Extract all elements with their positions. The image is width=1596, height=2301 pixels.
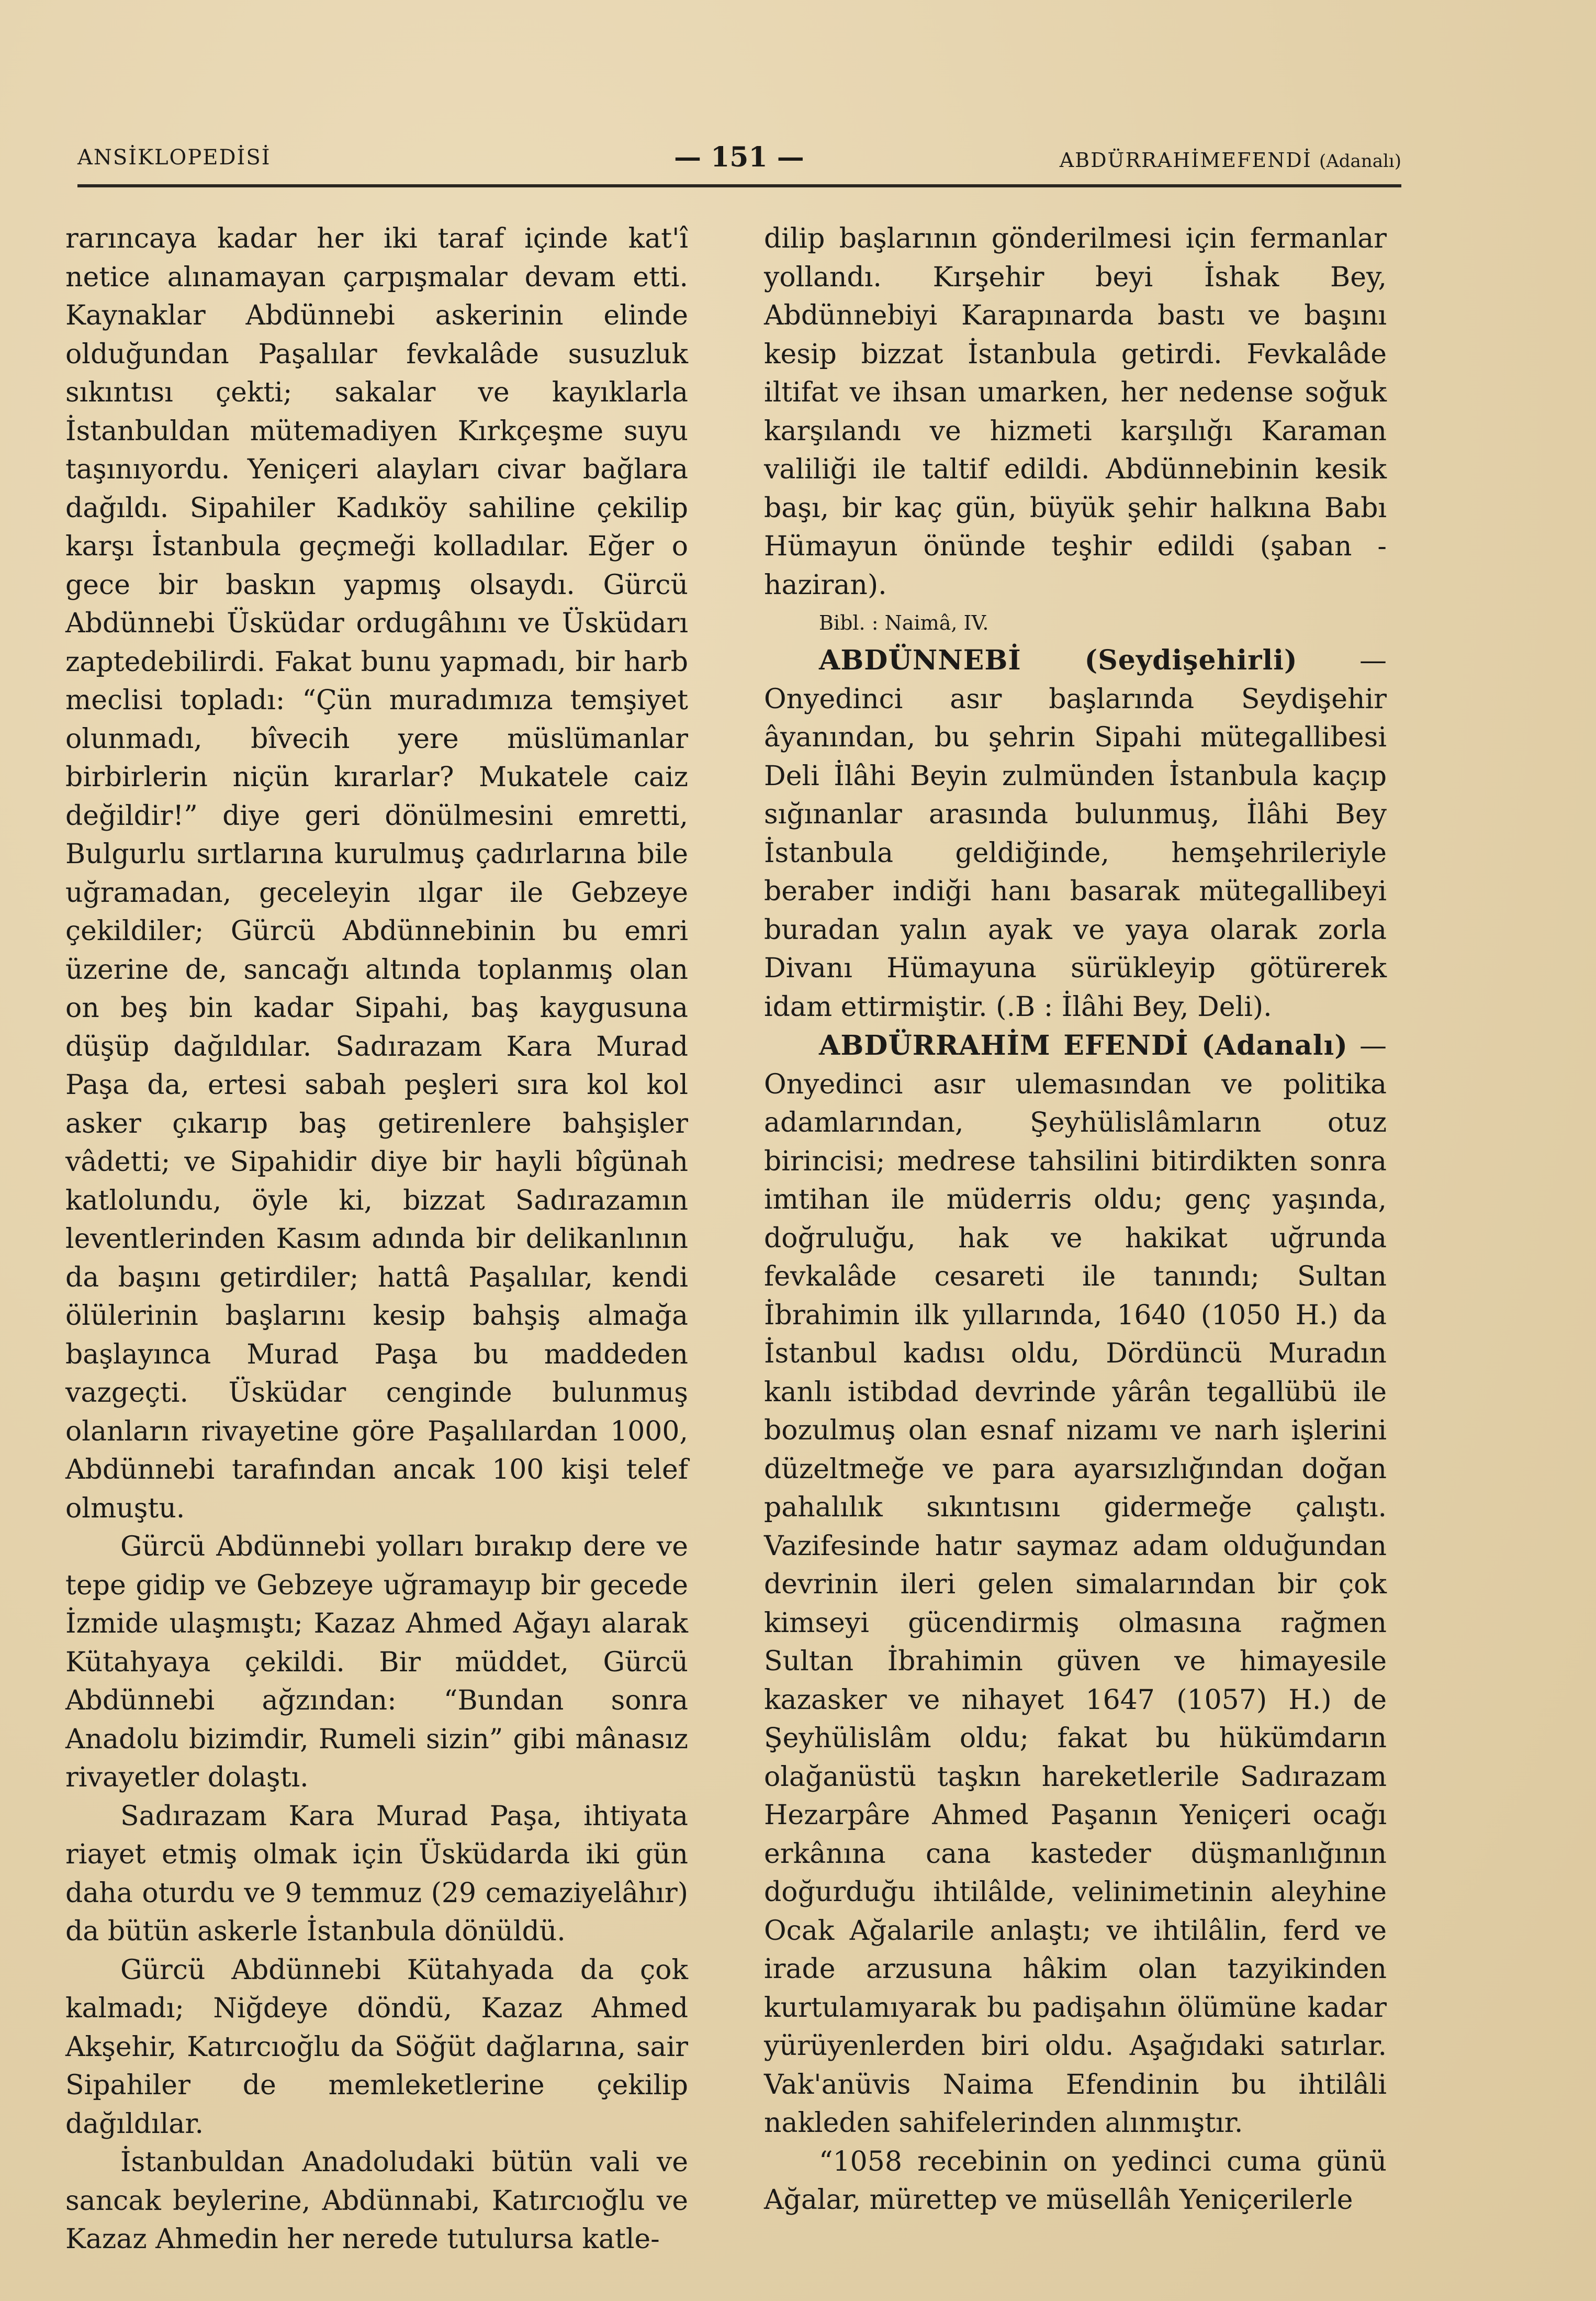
entry-abdunnebi-text: — Onyedinci asır başlarında Seydişehir âyanından, bu şehrin Sipahi mütegallibesi Deli İlâhi Beyin zulmünden İstanbula kaçıp sığınanlar arasında bulunmuş, İlâhi Bey İstanbula geldiğinde, hemşehrileriyle beraber indiği hanı basarak mütegallibeyi buradan yalın ayak ve yaya olarak zorla Divanı Hümayuna sürükleyip götürerek idam ettirmiştir. (.B : İlâhi Bey, Deli). [764, 645, 1387, 1023]
left-paragraph-2: Gürcü Abdünnebi yolları bırakıp dere ve tepe gidip ve Gebzeye uğramayıp bir gecede İzmide ulaşmıştı; Kazaz Ahmed Ağayı alarak Kütahyaya çekildi. Bir müddet, Gürcü Abdünnebi ağzından: “Bundan sonra Anadolu bizimdir, Rumeli sizin” gibi mânasız rivayetler dolaştı. [65, 1531, 688, 1793]
left-paragraph-1: rarıncaya kadar her iki taraf içinde kat'î netice alınamayan çarpışmalar devam etti. Kaynaklar Abdünnebi askerinin elinde olduğundan Paşalılar fevkalâde susuzluk sıkıntısı çekti; sakalar ve kayıklarla İstanbuldan mütemadiyen Kırkçeşme suyu taşınıyordu. Yeniçeri alayları civar bağlara dağıldı. Sipahiler Kadıköy sahiline çekilip karşı İstanbula geçmeği kolladılar. Eğer o gece bir baskın yapmış olsaydı. Gürcü Abdünnebi Üsküdar ordugâhını ve Üsküdarı zaptedebilirdi. Fakat bunu yapmadı, bir harb meclisi topladı: “Çün muradımıza temşiyet olunmadı, bîvecih yere müslümanlar birbirlerin niçün kırarlar? Mukatele caiz değildir!” diye geri dönülmesini emretti, Bulgurlu sırtlarına kurulmuş çadırlarına bile uğramadan, geceleyin ılgar ile Gebzeye çekildiler; Gürcü Abdünnebinin bu emri üzerine de, sancağı altında toplanmış olan on beş bin kadar Sipahi, baş kaygusuna düşüp dağıldılar. Sadırazam Kara Murad Paşa da, ertesi sabah peşleri sıra kol kol asker çıkarıp baş getirenlere bahşişler vâdetti; ve Sipahidir diye bir hayli bîgünah katlolundu, öyle ki, bizzat Sadırazamın leventlerinden Kasım adında bir delikanlının da başını getirdiler; hattâ Paşalılar, kendi ölülerinin başlarını kesip bahşiş almağa başlayınca Murad Paşa bu maddeden vazgeçti. Üsküdar cenginde bulunmuş olanların rivayetine göre Paşalılardan 1000, Abdünnebi tarafından ancak 100 kişi telef olmuştu. [65, 223, 688, 1524]
left-paragraph-5: İstanbuldan Anadoludaki bütün vali ve sancak beylerine, Abdünnabi, Katırcıoğlu ve Kazaz Ahmedin her nerede tutulursa katle- [65, 2147, 688, 2255]
page-number: — 151 — [674, 141, 804, 173]
bibliography: Bibl. : Naimâ, IV. [819, 611, 989, 634]
right-column [764, 220, 1387, 2220]
entry-abdurrahim-text: — Onyedinci asır ulemasından ve politika adamlarından, Şeyhülislâmların otuz birincisi; medrese tahsilini bitirdikten sonra imtihan ile müderris oldu; genç yaşında, doğruluğu, hak ve hakikat uğrunda fevkalâde cesareti ile tanındı; Sultan İbrahimin ilk yıllarında, 1640 (1050 H.) da İstanbul kadısı oldu, Dördüncü Muradın kanlı istibdad devrinde yârân tegallübü ile bozulmuş olan esnaf nizamı ve narh işlerini düzeltmeğe ve para ayarsızlığından doğan pahalılık sıkıntısını gidermeğe çalıştı. Vazifesinde hatır saymaz adam olduğundan devrinin ileri gelen simalarından bir çok kimseyi gücendirmiş olmasına rağmen Sultan İbrahimin güven ve himayesile kazasker ve nihayet 1647 (1057) H.) de Şeyhülislâm oldu; fakat bu hükümdarın olağanüstü taşkın hareketlerile Sadırazam Hezarpâre Ahmed Paşanın Yeniçeri ocağı erkânına cana kasteder düşmanlığının doğurduğu ihtilâlde, velinimetinin aleyhine Ocak Ağalarile anlaştı; ve ihtilâlin, ferd ve irade arzusuna hâkim olan tazyikinden kurtulamıyarak bu padişahın ölümüne kadar yürüyenlerden biri oldu. Aşağıdaki satırlar. Vak'anüvis Naima Efendinin bu ihtilâli nakleden sahifelerinden alınmıştır. [764, 1030, 1387, 2139]
entry-abdunnebi [764, 641, 1387, 1026]
right-paragraph-1: dilip başlarının gönderilmesi için fermanlar yollandı. Kırşehir beyi İshak Bey, Abdünnebiyi Karapınarda bastı ve başını kesip bizzat İstanbula getirdi. Fevkalâde iltifat ve ihsan umarken, her nedense soğuk karşılandı ve hizmeti karşılığı Karaman valiliği ile taltif edildi. Abdünnebinin kesik başı, bir kaç gün, büyük şehir halkına Babı Hümayun önünde teşhir edildi (şaban - haziran). [764, 223, 1387, 601]
entry-abdurrahim-heading: ABDÜRRAHİM EFENDİ (Adanalı) [819, 1030, 1348, 1062]
header-right-title [1060, 149, 1401, 172]
left-paragraph-4: Gürcü Abdünnebi Kütahyada da çok kalmadı; Niğdeye döndü, Kazaz Ahmed Akşehir, Katırcıoğlu da Söğüt dağlarına, sair Sipahiler de memleketlerine çekilip dağıldılar. [65, 1954, 688, 2140]
right-quote-paragraph: “1058 recebinin on yedinci cuma günü Ağalar, mürettep ve müsellâh Yeniçerilerle [764, 2146, 1387, 2216]
left-paragraph-3: Sadırazam Kara Murad Paşa, ihtiyata riayet etmiş olmak için Üsküdarda iki gün daha oturdu ve 9 temmuz (29 cemaziyelâhır) da bütün askerle İstanbula dönüldü. [65, 1800, 688, 1947]
header-left-title: ANSİKLOPEDİSİ [77, 146, 271, 170]
entry-abdurrahim [764, 1026, 1387, 2143]
header-rule [77, 184, 1401, 187]
header-right-name: ABDÜRRAHİMEFENDİ [1059, 149, 1312, 172]
header-right-qualifier: (Adanalı) [1319, 151, 1401, 172]
running-header [77, 141, 1401, 183]
left-column [65, 220, 688, 2259]
entry-abdunnebi-heading: ABDÜNNEBİ (Seydişehirli) [819, 644, 1298, 676]
